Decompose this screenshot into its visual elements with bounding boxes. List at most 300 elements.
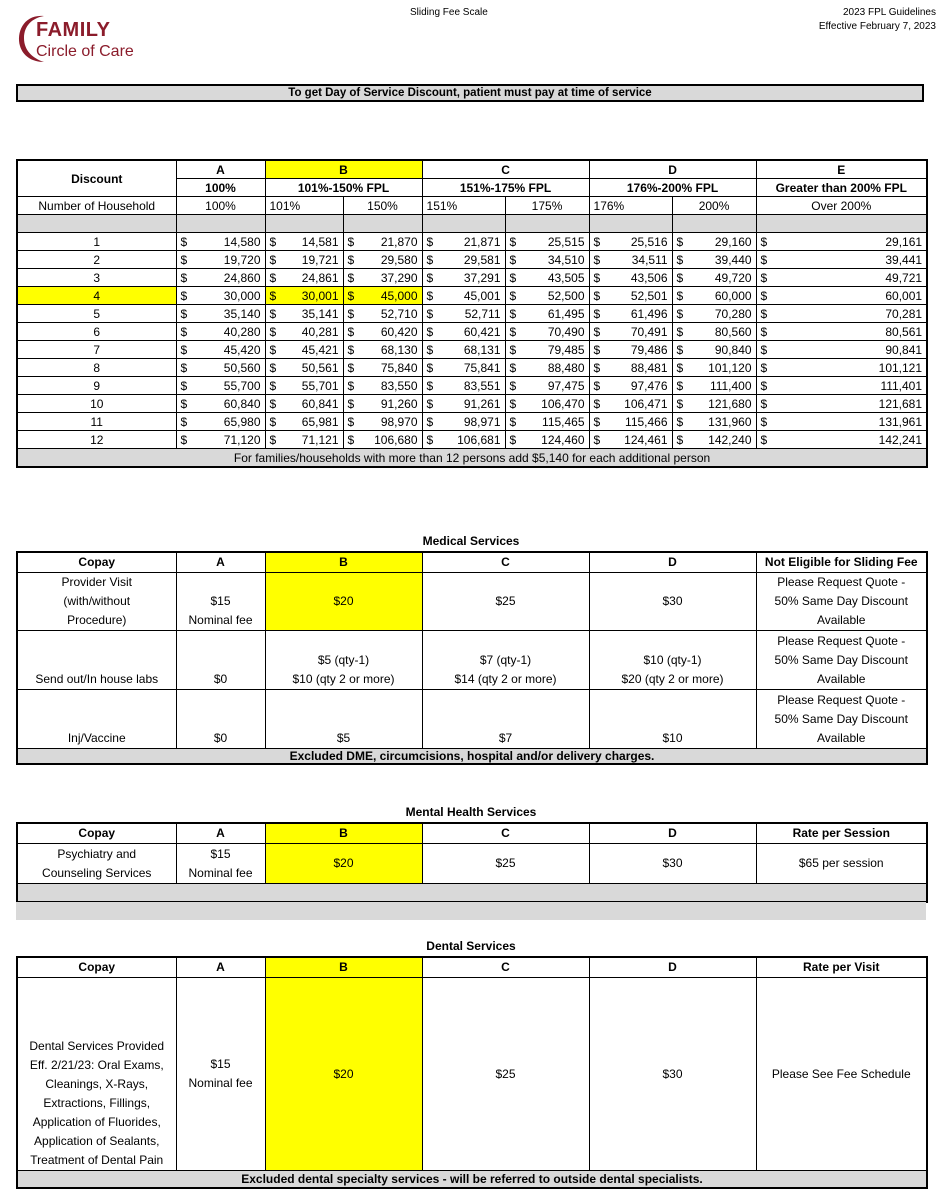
income-amount: 106,680	[374, 432, 418, 447]
tier-c-value: $25	[422, 844, 589, 884]
currency-symbol: $	[269, 432, 277, 447]
currency-symbol: $	[426, 252, 434, 267]
income-cell	[756, 395, 927, 413]
income-amount: 98,971	[463, 414, 501, 429]
currency-symbol: $	[269, 342, 277, 357]
group-letter-e: E	[756, 160, 927, 179]
income-amount: 98,970	[380, 414, 418, 429]
income-cell	[505, 251, 589, 269]
currency-symbol: $	[426, 306, 434, 321]
currency-symbol: $	[760, 378, 768, 393]
currency-symbol: $	[593, 288, 601, 303]
currency-symbol: $	[593, 324, 601, 339]
mental-table	[16, 822, 928, 903]
dental-title: Dental Services	[426, 939, 516, 953]
currency-symbol: $	[676, 378, 684, 393]
household-row	[17, 377, 927, 395]
income-amount: 70,490	[547, 324, 585, 339]
medical-row-provider-visit	[17, 573, 927, 631]
income-cell	[343, 431, 422, 449]
household-size: 9	[17, 377, 176, 395]
currency-symbol: $	[347, 342, 355, 357]
income-cell	[505, 305, 589, 323]
discount-header: Discount	[17, 160, 176, 197]
income-cell	[505, 413, 589, 431]
income-amount: 106,470	[541, 396, 585, 411]
medical-footer-note: Excluded DME, circumcisions, hospital and/or delivery charges.	[17, 749, 927, 765]
income-amount: 45,000	[380, 288, 418, 303]
income-amount: 52,500	[547, 288, 585, 303]
currency-symbol: $	[593, 396, 601, 411]
currency-symbol: $	[269, 396, 277, 411]
group-letter-d: D	[589, 160, 756, 179]
income-cell	[176, 251, 265, 269]
income-cell	[422, 287, 505, 305]
income-cell	[176, 305, 265, 323]
currency-symbol: $	[676, 396, 684, 411]
income-amount: 43,505	[547, 270, 585, 285]
income-amount: 61,496	[630, 306, 668, 321]
group-letter-a: A	[176, 160, 265, 179]
household-row	[17, 305, 927, 323]
logo-family-text: FAMILY	[36, 19, 111, 41]
income-amount: 60,421	[463, 324, 501, 339]
income-amount: 65,981	[301, 414, 339, 429]
income-cell	[422, 395, 505, 413]
income-cell	[756, 287, 927, 305]
income-amount: 40,281	[301, 324, 339, 339]
income-amount: 70,280	[714, 306, 752, 321]
currency-symbol: $	[426, 342, 434, 357]
income-cell	[672, 287, 756, 305]
currency-symbol: $	[269, 234, 277, 249]
service-label: Psychiatry and Counseling Services	[17, 844, 176, 884]
currency-symbol: $	[760, 360, 768, 375]
currency-symbol: $	[347, 288, 355, 303]
currency-symbol: $	[269, 306, 277, 321]
household-row	[17, 395, 927, 413]
income-amount: 65,980	[223, 414, 261, 429]
income-amount: 79,485	[547, 342, 585, 357]
currency-symbol: $	[426, 396, 434, 411]
income-cell	[589, 431, 672, 449]
income-cell	[265, 305, 343, 323]
col-header: Copay	[17, 552, 176, 573]
income-cell	[265, 413, 343, 431]
tier-a-value: $0	[176, 690, 265, 749]
currency-symbol: $	[593, 252, 601, 267]
service-label: Dental Services Provided Eff. 2/21/23: Oral Exams, Cleanings, X-Rays, Extractions, Fillings, Application of Fluorides, Application of Sealants, Treatment of Dental Pain	[17, 978, 176, 1171]
col-header: B	[265, 957, 422, 978]
income-cell	[589, 287, 672, 305]
tier-b-value: $20	[265, 573, 422, 631]
income-cell	[265, 341, 343, 359]
tier-a-value: $15 Nominal fee	[176, 844, 265, 884]
currency-symbol: $	[593, 270, 601, 285]
currency-symbol: $	[676, 360, 684, 375]
currency-symbol: $	[509, 252, 517, 267]
income-amount: 75,841	[463, 360, 501, 375]
currency-symbol: $	[676, 306, 684, 321]
tier-a-value: $15 Nominal fee	[176, 573, 265, 631]
household-row	[17, 359, 927, 377]
tier-a-value: $0	[176, 631, 265, 690]
income-cell	[422, 413, 505, 431]
fpl-footer-note: For families/households with more than 12 persons add $5,140 for each additional person	[17, 449, 927, 468]
income-cell	[343, 287, 422, 305]
income-amount: 52,711	[464, 306, 501, 321]
currency-symbol: $	[509, 432, 517, 447]
income-cell	[343, 359, 422, 377]
income-cell	[672, 413, 756, 431]
income-amount: 88,480	[547, 360, 585, 375]
income-amount: 29,580	[380, 252, 418, 267]
currency-symbol: $	[347, 324, 355, 339]
income-amount: 21,871	[463, 234, 501, 249]
currency-symbol: $	[509, 324, 517, 339]
household-row	[17, 233, 927, 251]
income-cell	[589, 233, 672, 251]
income-amount: 70,281	[885, 306, 923, 321]
income-amount: 60,420	[380, 324, 418, 339]
currency-symbol: $	[347, 414, 355, 429]
income-cell	[422, 269, 505, 287]
currency-symbol: $	[760, 288, 768, 303]
tier-c-value: $25	[422, 573, 589, 631]
medical-row-labs	[17, 631, 927, 690]
income-amount: 61,495	[547, 306, 585, 321]
tier-c-value: $25	[422, 978, 589, 1171]
income-amount: 34,511	[631, 252, 668, 267]
currency-symbol: $	[593, 414, 601, 429]
income-amount: 121,681	[878, 396, 923, 411]
income-amount: 19,720	[223, 252, 261, 267]
income-cell	[265, 395, 343, 413]
income-cell	[756, 251, 927, 269]
income-amount: 80,560	[714, 324, 752, 339]
income-amount: 40,280	[223, 324, 261, 339]
income-amount: 106,681	[457, 432, 501, 447]
tier-b-value: $5 (qty-1) $10 (qty 2 or more)	[265, 631, 422, 690]
currency-symbol: $	[509, 234, 517, 249]
income-amount: 124,461	[624, 432, 668, 447]
page-title: Sliding Fee Scale	[410, 7, 488, 18]
dental-table	[16, 956, 928, 1189]
household-row	[17, 413, 927, 431]
sub-header: 100%	[176, 197, 265, 215]
currency-symbol: $	[180, 306, 188, 321]
income-cell	[672, 359, 756, 377]
currency-symbol: $	[180, 396, 188, 411]
service-label: Inj/Vaccine	[17, 690, 176, 749]
income-cell	[589, 413, 672, 431]
currency-symbol: $	[676, 342, 684, 357]
currency-symbol: $	[760, 414, 768, 429]
currency-symbol: $	[509, 306, 517, 321]
income-cell	[343, 305, 422, 323]
income-cell	[756, 233, 927, 251]
household-row	[17, 323, 927, 341]
currency-symbol: $	[509, 288, 517, 303]
household-size: 8	[17, 359, 176, 377]
income-cell	[265, 269, 343, 287]
currency-symbol: $	[593, 360, 601, 375]
income-amount: 39,440	[714, 252, 752, 267]
income-amount: 29,160	[714, 234, 752, 249]
household-size: 7	[17, 341, 176, 359]
currency-symbol: $	[180, 360, 188, 375]
col-header: C	[422, 823, 589, 844]
income-amount: 70,491	[630, 324, 668, 339]
income-amount: 101,121	[878, 360, 923, 375]
household-row	[17, 431, 927, 449]
service-label: Provider Visit (with/without Procedure)	[17, 573, 176, 631]
currency-symbol: $	[180, 288, 188, 303]
income-cell	[589, 251, 672, 269]
income-amount: 60,001	[885, 288, 923, 303]
income-cell	[176, 395, 265, 413]
income-amount: 60,000	[714, 288, 752, 303]
income-cell	[265, 377, 343, 395]
currency-symbol: $	[509, 378, 517, 393]
income-cell	[343, 269, 422, 287]
household-size: 1	[17, 233, 176, 251]
income-cell	[422, 377, 505, 395]
tier-c-value: $7 (qty-1) $14 (qty 2 or more)	[422, 631, 589, 690]
household-size: 10	[17, 395, 176, 413]
income-amount: 24,860	[223, 270, 261, 285]
sub-header: 150%	[343, 197, 422, 215]
income-cell	[343, 395, 422, 413]
income-cell	[422, 341, 505, 359]
income-amount: 131,960	[708, 414, 752, 429]
currency-symbol: $	[269, 252, 277, 267]
income-amount: 83,551	[463, 378, 501, 393]
currency-symbol: $	[760, 324, 768, 339]
currency-symbol: $	[426, 288, 434, 303]
group-range-e: Greater than 200% FPL	[756, 179, 927, 197]
income-cell	[176, 341, 265, 359]
income-amount: 131,961	[878, 414, 923, 429]
currency-symbol: $	[426, 234, 434, 249]
currency-symbol: $	[347, 252, 355, 267]
currency-symbol: $	[180, 432, 188, 447]
income-amount: 14,580	[223, 234, 261, 249]
income-amount: 111,401	[880, 378, 923, 393]
income-cell	[265, 287, 343, 305]
income-cell	[176, 359, 265, 377]
currency-symbol: $	[347, 270, 355, 285]
currency-symbol: $	[509, 270, 517, 285]
income-cell	[672, 395, 756, 413]
income-cell	[176, 269, 265, 287]
income-cell	[176, 431, 265, 449]
col-header: Copay	[17, 823, 176, 844]
currency-symbol: $	[509, 360, 517, 375]
income-cell	[422, 233, 505, 251]
income-amount: 45,420	[223, 342, 261, 357]
income-amount: 14,581	[301, 234, 339, 249]
income-cell	[343, 377, 422, 395]
income-cell	[589, 269, 672, 287]
income-amount: 68,131	[463, 342, 501, 357]
income-amount: 39,441	[885, 252, 923, 267]
logo-circle-text: Circle of Care	[36, 43, 134, 60]
currency-symbol: $	[180, 414, 188, 429]
household-row	[17, 251, 927, 269]
income-amount: 25,515	[547, 234, 585, 249]
currency-symbol: $	[676, 270, 684, 285]
income-cell	[589, 323, 672, 341]
income-cell	[265, 431, 343, 449]
income-amount: 37,291	[463, 270, 501, 285]
income-amount: 50,560	[223, 360, 261, 375]
guidelines-year: 2023 FPL Guidelines	[842, 7, 936, 18]
currency-symbol: $	[180, 270, 188, 285]
dental-row-services	[17, 978, 927, 1171]
income-cell	[422, 305, 505, 323]
income-amount: 90,840	[714, 342, 752, 357]
household-size: 5	[17, 305, 176, 323]
household-row	[17, 287, 927, 305]
income-cell	[505, 431, 589, 449]
service-discount-banner: To get Day of Service Discount, patient must pay at time of service	[16, 84, 924, 102]
mental-row-psychiatry	[17, 844, 927, 884]
tier-e-value: Please Request Quote - 50% Same Day Discount Available	[756, 631, 927, 690]
currency-symbol: $	[269, 414, 277, 429]
col-header: Not Eligible for Sliding Fee	[756, 552, 927, 573]
currency-symbol: $	[760, 234, 768, 249]
income-cell	[756, 431, 927, 449]
income-amount: 101,120	[708, 360, 752, 375]
currency-symbol: $	[509, 414, 517, 429]
income-amount: 29,581	[463, 252, 501, 267]
income-amount: 37,290	[380, 270, 418, 285]
sub-header: 176%	[589, 197, 672, 215]
tier-d-value: $30	[589, 844, 756, 884]
income-cell	[176, 413, 265, 431]
income-cell	[343, 413, 422, 431]
medical-table	[16, 551, 928, 765]
income-amount: 75,840	[380, 360, 418, 375]
income-cell	[422, 431, 505, 449]
household-size: 6	[17, 323, 176, 341]
currency-symbol: $	[269, 288, 277, 303]
income-amount: 121,680	[708, 396, 752, 411]
currency-symbol: $	[426, 414, 434, 429]
tier-b-value: $5	[265, 690, 422, 749]
income-cell	[589, 377, 672, 395]
income-amount: 97,476	[630, 378, 668, 393]
income-amount: 19,721	[301, 252, 339, 267]
income-cell	[589, 305, 672, 323]
income-amount: 25,516	[630, 234, 668, 249]
effective-date: Effective February 7, 2023	[818, 21, 936, 32]
tier-d-value: $30	[589, 573, 756, 631]
tier-d-value: $30	[589, 978, 756, 1171]
income-amount: 52,710	[380, 306, 418, 321]
income-amount: 49,720	[714, 270, 752, 285]
currency-symbol: $	[760, 306, 768, 321]
currency-symbol: $	[593, 342, 601, 357]
sub-header: Over 200%	[756, 197, 927, 215]
income-amount: 106,471	[624, 396, 668, 411]
income-amount: 91,261	[463, 396, 501, 411]
sub-header: 101%	[265, 197, 343, 215]
income-cell	[265, 233, 343, 251]
income-cell	[422, 359, 505, 377]
currency-symbol: $	[180, 342, 188, 357]
income-cell	[756, 413, 927, 431]
income-amount: 90,841	[885, 342, 923, 357]
currency-symbol: $	[760, 342, 768, 357]
income-cell	[422, 251, 505, 269]
income-amount: 45,001	[463, 288, 501, 303]
dental-footer-note: Excluded dental specialty services - will be referred to outside dental specialists.	[17, 1171, 927, 1189]
currency-symbol: $	[426, 432, 434, 447]
income-amount: 45,421	[301, 342, 339, 357]
income-cell	[672, 377, 756, 395]
income-cell	[672, 431, 756, 449]
tier-a-value: $15 Nominal fee	[176, 978, 265, 1171]
group-range-b: 101%-150% FPL	[265, 179, 422, 197]
currency-symbol: $	[676, 432, 684, 447]
income-cell	[176, 233, 265, 251]
income-cell	[176, 287, 265, 305]
income-amount: 52,501	[630, 288, 668, 303]
income-cell	[422, 323, 505, 341]
income-amount: 83,550	[380, 378, 418, 393]
currency-symbol: $	[426, 270, 434, 285]
income-amount: 124,460	[541, 432, 585, 447]
income-cell	[505, 287, 589, 305]
tier-b-value: $20	[265, 978, 422, 1171]
tier-e-value: Please Request Quote - 50% Same Day Discount Available	[756, 573, 927, 631]
income-cell	[265, 359, 343, 377]
income-amount: 35,141	[301, 306, 339, 321]
fpl-table	[16, 159, 928, 468]
tier-e-value: Please See Fee Schedule	[756, 978, 927, 1171]
service-label: Send out/In house labs	[17, 631, 176, 690]
col-header: D	[589, 552, 756, 573]
currency-symbol: $	[269, 270, 277, 285]
currency-symbol: $	[760, 270, 768, 285]
currency-symbol: $	[180, 252, 188, 267]
currency-symbol: $	[347, 432, 355, 447]
income-amount: 30,000	[223, 288, 261, 303]
income-cell	[505, 341, 589, 359]
tier-d-value: $10	[589, 690, 756, 749]
income-cell	[672, 323, 756, 341]
group-letter-b: B	[265, 160, 422, 179]
logo	[14, 10, 154, 64]
currency-symbol: $	[180, 324, 188, 339]
income-cell	[756, 341, 927, 359]
income-cell	[343, 341, 422, 359]
income-amount: 29,161	[885, 234, 923, 249]
income-cell	[672, 269, 756, 287]
income-cell	[265, 251, 343, 269]
household-size: 4	[17, 287, 176, 305]
col-header: C	[422, 552, 589, 573]
income-cell	[505, 323, 589, 341]
income-amount: 71,120	[223, 432, 261, 447]
currency-symbol: $	[269, 360, 277, 375]
group-range-d: 176%-200% FPL	[589, 179, 756, 197]
currency-symbol: $	[593, 234, 601, 249]
income-cell	[672, 251, 756, 269]
medical-title: Medical Services	[422, 534, 520, 548]
